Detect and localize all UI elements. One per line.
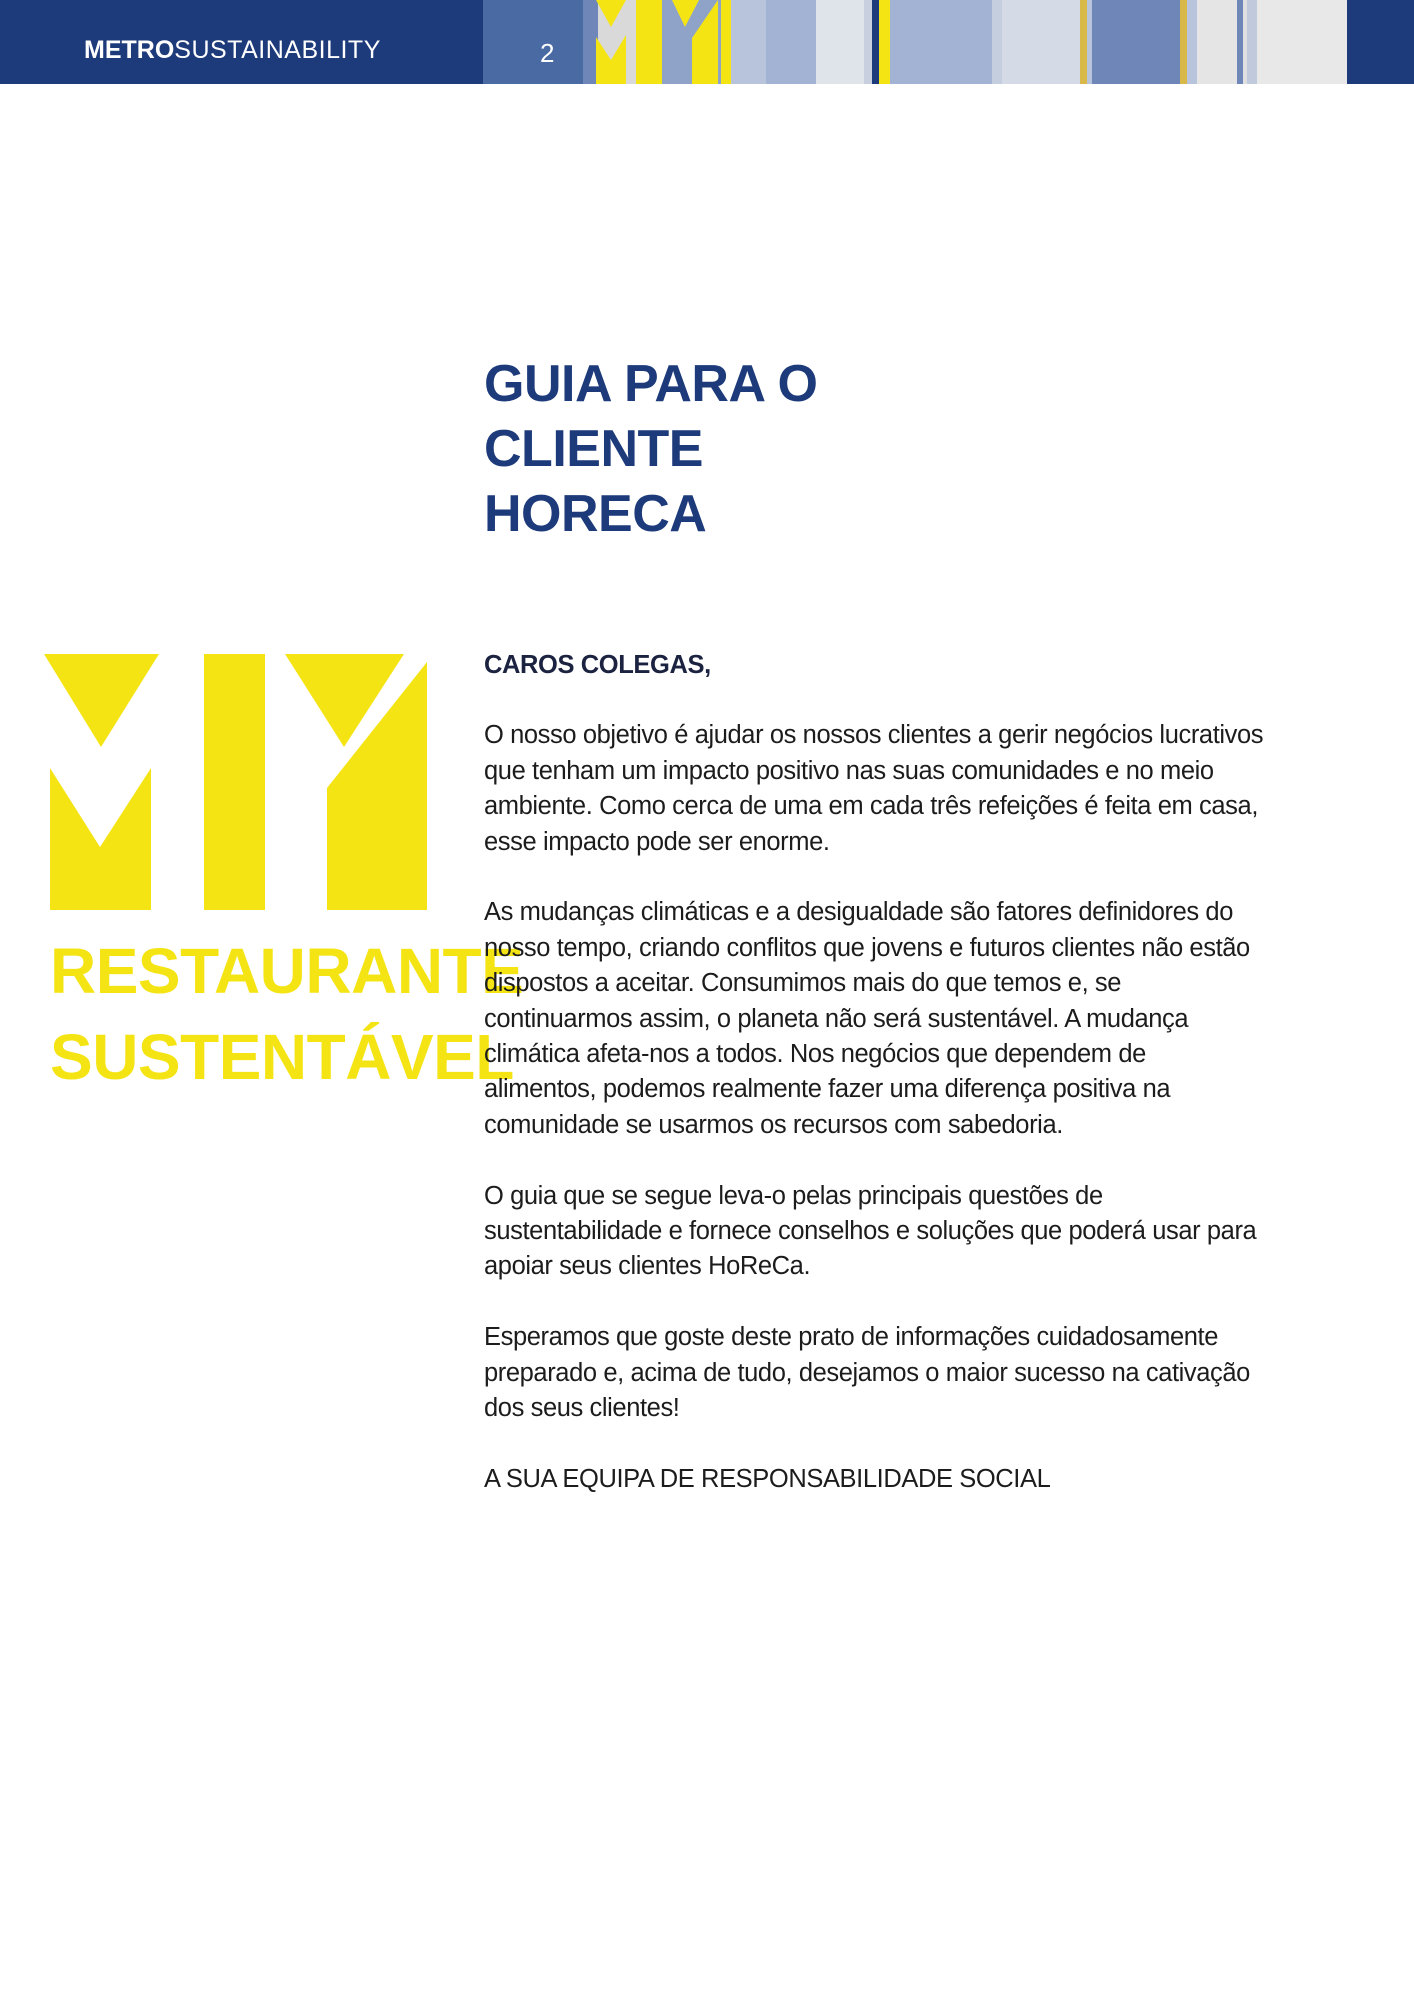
letter-greeting: CAROS COLEGAS, bbox=[484, 651, 711, 679]
letter-paragraph: Esperamos que goste deste prato de informações cuidadosamente preparado e, acima de tudo, desejamos o maior sucesso na cativação dos seus clientes! bbox=[484, 1323, 1250, 1423]
brand-name bbox=[84, 36, 381, 65]
my-logo-icon bbox=[596, 0, 718, 84]
letter-body bbox=[484, 648, 1264, 1497]
letter-paragraph: O nosso objetivo é ajudar os nossos clientes a gerir negócios lucrativos que tenham um impacto positivo nas suas comunidades e no meio ambiente. Como cerca de uma em cada três refeições é feita em casa, esse impacto pode ser enorme. bbox=[484, 721, 1264, 856]
logo-line-2: SUSTENTÁVEL bbox=[50, 1021, 514, 1093]
logo-line-1: RESTAURANTE bbox=[50, 935, 524, 1007]
logo-wordmark bbox=[50, 928, 523, 1100]
letter-paragraph: O guia que se segue leva-o pelas principais questões de sustentabilidade e fornece conselhos e soluções que poderá usar para apoiar seus clientes HoReCa. bbox=[484, 1181, 1257, 1281]
header-bar bbox=[0, 0, 1414, 84]
letter-signature: A SUA EQUIPA DE RESPONSABILIDADE SOCIAL bbox=[484, 1464, 1051, 1493]
page-title: GUIA PARA O CLIENTE HORECA bbox=[484, 355, 818, 543]
my-logo-icon bbox=[44, 654, 430, 910]
brand-bold: METRO bbox=[84, 36, 175, 64]
page-number: 2 bbox=[540, 38, 555, 68]
brand-light: SUSTAINABILITY bbox=[174, 36, 381, 64]
letter-paragraph: As mudanças climáticas e a desigualdade são fatores definidores do nosso tempo, criando conflitos que jovens e futuros clientes não estão dispostos a aceitar. Consumimos mais do que temos e, se continuarmos assim, o planeta não será sustentável. A mudança climática afeta-nos a todos. Nos negócios que dependem de alimentos, podemos realmente fazer uma diferença positiva na comunidade se usarmos os recursos com sabedoria. bbox=[484, 898, 1250, 1139]
